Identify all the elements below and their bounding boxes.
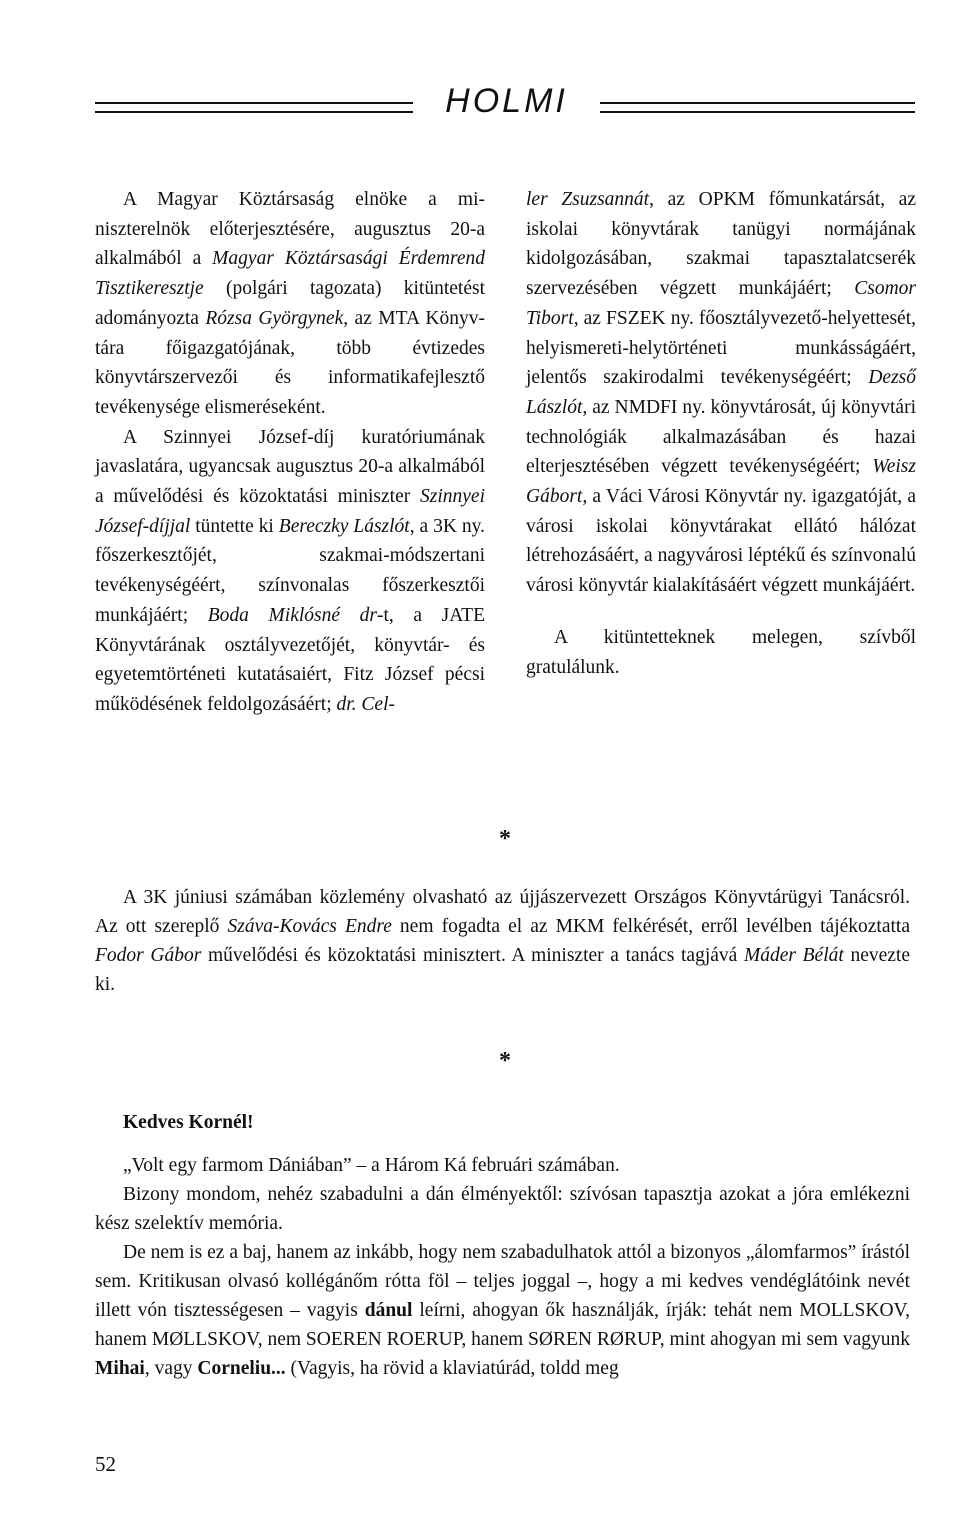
text-run: , az NMDFI ny. könyvtárosát, új könyvtári technológiák alkalmazásában és hazai elterjesztésében végzett tevékenységéért;	[526, 396, 916, 478]
asterisk-separator: *	[499, 826, 511, 852]
text-run: Rózsa Györgynek	[205, 307, 344, 329]
text-run: nem fogadta el az MKM felkérését, erről levélben tájékoztatta	[391, 916, 910, 937]
text-run: (Vagyis, ha rövid a klaviatúrád, toldd meg	[285, 1358, 619, 1379]
text-run: A Szinnyei József-díj kuratóriumának javaslatára, ugyancsak augusztus 20-a alkalmából a művelődési és közoktatási miniszter	[95, 426, 485, 508]
text-run: Dezső Lászlót	[526, 367, 916, 418]
text-run: Bizony mondom, nehéz szabadulni a dán élményektől: szívósan tapasztja azokat a jóra emlékezni kész szelektív memória.	[95, 1184, 910, 1234]
text-run: „Volt egy farmom Dániában” – a Három Ká februári számában.	[123, 1155, 620, 1176]
right-column	[526, 185, 916, 682]
text-run: dr. Cel-	[336, 693, 395, 715]
letter-paragraph-3	[95, 1238, 910, 1383]
text-run: Bereczky Lászlót	[278, 515, 410, 537]
award-paragraph-2	[95, 423, 485, 720]
text-run: nevezte ki.	[95, 945, 911, 995]
notice-paragraph	[95, 883, 910, 999]
header-rule-left	[95, 102, 413, 113]
award-paragraph-continued	[526, 185, 916, 601]
text-run: Boda Miklósné dr	[207, 604, 377, 626]
text-run: A Magyar Köztársaság elnöke a miniszterelnök előterjesztésére, augusztus 20-a alkalmából a	[95, 189, 485, 270]
text-run: , az OPKM főmunkatársát, az iskolai könyvtárak tanügyi normájának kidolgozásában, szakmai tapasztalatcserék szervezésében végzett munkájáért;	[526, 189, 916, 300]
text-run: Szinnyei József-díjjal	[95, 486, 485, 537]
text-run: , a Váci Városi Könyvtár ny. igazgatóját, a városi iskolai könyvtárakat ellátó hálózat létrehozásáért, a nagyvárosi léptékű és színvonalú városi könyvtár kialakításáért végzett munkájáért.	[526, 486, 916, 597]
section-title: HOLMI	[445, 82, 568, 120]
text-run: A kitüntetteknek melegen, szívből gratulálunk.	[526, 626, 916, 678]
section-header	[95, 80, 915, 130]
award-paragraph-1	[95, 185, 485, 423]
text-run: tüntette ki	[190, 515, 279, 537]
letter-paragraph-2	[95, 1180, 910, 1238]
text-run: , az MTA Könyvtára főigazgatójának, több évtizedes könyvtárszervezői és informatikafejlesztő tevékenysége elismeréseként.	[95, 307, 485, 418]
congratulations-paragraph	[526, 623, 916, 682]
asterisk-separator: *	[499, 1048, 511, 1074]
text-run: , a 3K ny. főszerkesztőjét, szakmai-módszertani tevékenységéért, színvonalas főszerkesztői munkájáért;	[95, 515, 485, 626]
text-run: dánul	[364, 1300, 413, 1321]
text-run: ler Zsuzsannát	[526, 189, 650, 210]
text-run: , vagy	[144, 1358, 198, 1379]
text-run: Fodor Gábor	[95, 945, 202, 966]
text-run: Magyar Köztársasági Érdemrend Tisztikeresztje	[95, 248, 486, 300]
left-column	[95, 185, 485, 720]
text-run: -t, a JATE Könyvtárának osztályvezetőjét, könyvtár- és egyetemtörténeti kutatásaiért, Fitz József pécsi működésének feldolgozásáért;	[95, 604, 485, 715]
text-run: művelődési és közoktatási minisztert. A miniszter a tanács tagjává	[201, 945, 744, 966]
text-run: De nem is ez a baj, hanem az inkább, hogy nem szabadulhatok attól a bizonyos „álomfarmos” írástól sem. Kritikusan olvasó kollégánőm rótta föl – teljes joggal –, hogy a mi kedves vendéglátóink nevét illett vón tisztességesen – vagyis	[95, 1242, 910, 1321]
text-run: Csomor Tibort	[526, 278, 916, 329]
council-notice	[95, 883, 910, 999]
letter	[95, 1108, 910, 1383]
header-rule-right	[600, 102, 915, 113]
text-run: (polgári tagozata) kitüntetést adományozta	[95, 278, 485, 329]
text-run: Máder Bélát	[743, 945, 844, 966]
letter-greeting: Kedves Kornél!	[123, 1112, 254, 1133]
text-run: , az FSZEK ny. főosztályvezető-helyettesét, helyismereti-helytörténeti munkásságáért, jelentős szakirodalmi tevékenységéért;	[526, 307, 916, 389]
page-number: 52	[95, 1452, 116, 1476]
text-run: Corneliu...	[197, 1358, 286, 1379]
text-run: Mihai	[95, 1358, 145, 1379]
text-run: Száva-Kovács Endre	[227, 916, 392, 937]
text-run: A 3K júniusi számában közlemény olvasható az újjászervezett Országos Könyvtárügyi Tanácsról. Az ott szereplő	[95, 887, 910, 937]
text-run: Weisz Gábort	[526, 456, 916, 508]
letter-paragraph-1	[95, 1151, 910, 1180]
text-run: leírni, ahogyan ők használják, írják: tehát nem MOLLSKOV, hanem MØLLSKOV, nem SOEREN ROERUP, hanem SØREN RØRUP, mint ahogyan mi sem vagyunk	[95, 1300, 911, 1350]
